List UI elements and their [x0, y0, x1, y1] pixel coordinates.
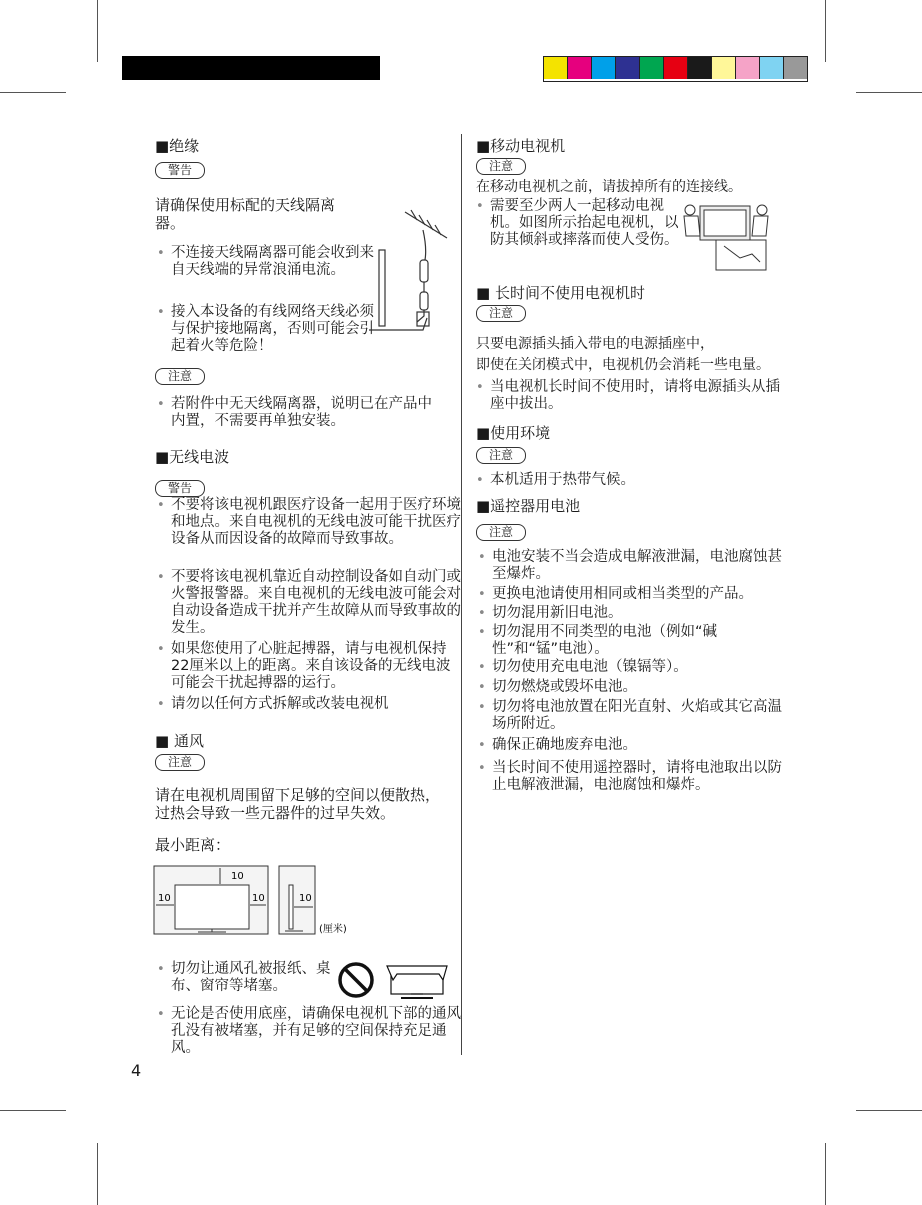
insulation-bullet: • 接入本设备的有线网络天线必须与保护接地隔离，否则可能会引起着火等危险！: [157, 304, 383, 355]
color-calibration-bar: [543, 56, 808, 82]
caution-badge: 注意: [476, 447, 526, 464]
crop-mark: [825, 1143, 826, 1205]
page-number: 4: [131, 1061, 142, 1080]
crop-mark: [825, 0, 826, 62]
battery-bullet: • 电池安装不当会造成电解液泄漏，电池腐蚀甚至爆炸。: [478, 549, 786, 583]
two-person-lifting-illustration: [680, 196, 772, 272]
radio-heading: ■无线电波: [155, 448, 230, 466]
battery-bullet: • 确保正确地废弃电池。: [478, 737, 786, 754]
battery-bullet: • 切勿混用新旧电池。: [478, 605, 786, 622]
caution-badge: 注意: [476, 158, 526, 175]
no-blocking-vents-icon: [337, 960, 449, 1002]
ventilation-bullet: • 切勿让通风孔被报纸、桌布、窗帘等堵塞。: [157, 961, 346, 995]
ventilation-intro: 请在电视机周围留下足够的空间以便散热，过热会导致一些元器件的过早失效。: [155, 786, 441, 822]
color-swatch: [736, 57, 760, 79]
caution-badge: 注意: [155, 754, 205, 771]
min-distance-label: 最小距离：: [155, 836, 231, 854]
radio-bullet: • 不要将该电视机靠近自动控制设备如自动门或火警报警器。来自电视机的无线电波可能会对自动设备造成干扰并产生故障从而导致事故的发生。: [157, 569, 461, 637]
environment-heading: ■使用环境: [476, 424, 551, 442]
crop-mark: [97, 1143, 98, 1205]
moving-intro: 在移动电视机之前，请拔掉所有的连接线。: [476, 179, 742, 195]
ventilation-heading: ■ 通风: [155, 732, 204, 750]
color-swatch: [616, 57, 640, 79]
distance-left-label: 10: [158, 893, 171, 904]
crop-mark: [856, 1110, 922, 1111]
distance-unit-label: (厘米): [319, 924, 347, 935]
color-swatch: [568, 57, 592, 79]
radio-bullet: • 请勿以任何方式拆解或改装电视机: [157, 696, 461, 713]
crop-mark: [0, 92, 66, 93]
registration-black-bar: [122, 56, 380, 80]
battery-bullet: • 切勿使用充电电池（镍镉等）。: [478, 659, 786, 676]
column-divider: [461, 134, 462, 1055]
battery-bullet: • 当长时间不使用遥控器时，请将电池取出以防止电解液泄漏，电池腐蚀和爆炸。: [478, 760, 786, 794]
battery-bullet: • 切勿将电池放置在阳光直射、火焰或其它高温场所附近。: [478, 699, 786, 733]
caution-badge: 注意: [476, 305, 526, 322]
long-unused-line2: 即使在关闭模式中，电视机仍会消耗一些电量。: [476, 357, 770, 373]
color-swatch: [760, 57, 784, 79]
color-swatch: [712, 57, 736, 79]
color-swatch: [544, 57, 568, 79]
caution-badge: 注意: [155, 368, 205, 385]
moving-bullet: • 需要至少两人一起移动电视机。如图所示抬起电视机，以防其倾斜或摔落而使人受伤。: [476, 198, 690, 249]
ventilation-bullet: • 无论是否使用底座，请确保电视机下部的通风孔没有被堵塞，并有足够的空间保持充足通风。: [157, 1006, 463, 1057]
warning-badge: 警告: [155, 162, 205, 179]
moving-heading: ■移动电视机: [476, 137, 566, 155]
battery-bullet: • 切勿燃烧或毁坏电池。: [478, 679, 786, 696]
environment-bullet: • 本机适用于热带气候。: [476, 472, 786, 489]
distance-side-label: 10: [299, 893, 312, 904]
radio-bullet: • 不要将该电视机跟医疗设备一起用于医疗环境和地点。来自电视机的无线电波可能干扰医疗设备从而因设备的故障而导致事故。: [157, 497, 461, 548]
insulation-intro: 请确保使用标配的天线隔离器。: [155, 196, 336, 232]
battery-bullet: • 更换电池请使用相同或相当类型的产品。: [478, 586, 792, 603]
minimum-distance-diagram: [153, 865, 368, 940]
color-swatch: [640, 57, 664, 79]
long-unused-heading: ■ 长时间不使用电视机时: [476, 284, 645, 302]
caution-badge: 注意: [476, 524, 526, 541]
antenna-isolator-illustration: [365, 208, 450, 336]
crop-mark: [0, 1110, 66, 1111]
warning-badge: 警告: [155, 480, 205, 497]
insulation-heading: ■绝缘: [155, 137, 200, 155]
distance-top-label: 10: [231, 871, 244, 882]
color-swatch: [592, 57, 616, 79]
color-swatch: [688, 57, 712, 79]
insulation-bullet: • 不连接天线隔离器可能会收到来自天线端的异常浪涌电流。: [157, 245, 383, 279]
battery-bullet: • 切勿混用不同类型的电池（例如“碱性”和“锰”电池）。: [478, 624, 786, 658]
batteries-heading: ■遥控器用电池: [476, 497, 581, 515]
insulation-caution-bullet: • 若附件中无天线隔离器，说明已在产品中内置，不需要再单独安装。: [157, 396, 436, 430]
crop-mark: [856, 92, 922, 93]
radio-bullet: • 如果您使用了心脏起搏器，请与电视机保持22厘米以上的距离。来自该设备的无线电波可能会干扰起搏器的运行。: [157, 641, 461, 692]
long-unused-bullet: • 当电视机长时间不使用时，请将电源插头从插座中拔出。: [476, 379, 786, 413]
long-unused-line1: 只要电源插头插入带电的电源插座中，: [476, 336, 714, 352]
color-swatch: [664, 57, 688, 79]
color-swatch: [784, 57, 807, 79]
crop-mark: [97, 0, 98, 62]
distance-right-label: 10: [252, 893, 265, 904]
